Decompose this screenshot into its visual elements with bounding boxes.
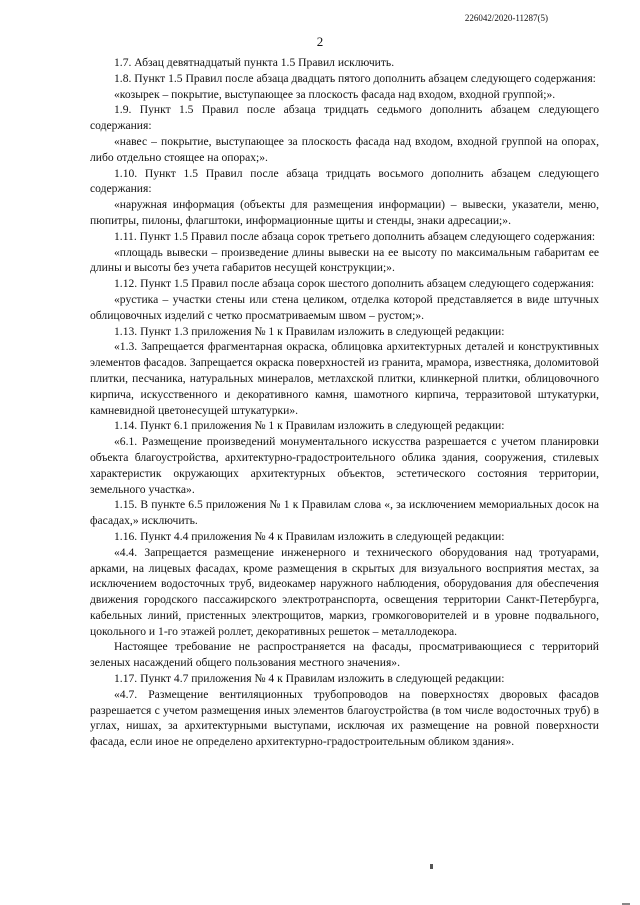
paragraph: 1.15. В пункте 6.5 приложения № 1 к Правилам слова «, за исключением мемориальных досок на фасадах,» исключить.: [90, 498, 599, 528]
paragraph: 1.9. Пункт 1.5 Правил после абзаца тридцать седьмого дополнить абзацем следующего содержания:: [90, 103, 599, 133]
paragraph: 1.12. Пункт 1.5 Правил после абзаца сорок шестого дополнить абзацем следующего содержания:: [114, 277, 595, 291]
quoted-paragraph: «4.7. Размещение вентиляционных трубопроводов на поверхностях дворовых фасадов разрешается с учетом размещения иных элементов благоустройства (в том числе водосточных труб) в углах, нишах, за архитектурными выступами, исключая их размещение на ровной поверхности фасада, если иное не определено архитектурно-градостроительным обликом здания».: [90, 687, 599, 749]
quoted-paragraph: «6.1. Размещение произведений монументального искусства разрешается с учетом планировки объекта благоустройства, архитектурно-градостроительного облика здания, сооружения, стилевых характеристик окружающих архитектурных объектов, эстетического состояния территории, земельного участка».: [90, 435, 599, 496]
quoted-paragraph: «1.3. Запрещается фрагментарная окраска, облицовка архитектурных деталей и конструктивных элементов фасадов. Запрещается окраска поверхностей из гранита, мрамора, известняка, доломитовой плитки, песчаника, натуральных минералов, метлахской плитки, клинкерной плитки, облицовочного кирпича, искусственного и декоративного камня, шамотного кирпича, терразитовой штукатурки, камневидной цветонесущей штукатурки».: [90, 340, 599, 417]
quoted-paragraph: «наружная информация (объекты для размещения информации) – вывески, указатели, меню, пюпитры, пилоны, флагштоки, информационные щиты и стенды, знаки адресации;».: [90, 198, 599, 227]
quoted-paragraph: «4.4. Запрещается размещение инженерного и технического оборудования над тротуарами, арками, на лицевых фасадах, кроме размещения в скрытых для визуального восприятия местах, за исключением водосточных труб, видеокамер наружного наблюдения, оборудования для обеспечения движения городского пассажирского электротранспорта, освещения территории Санкт-Петербурга, кабельных линий, пристенных электрощитов, маркиз, громкоговорителей и в уровне подвального, цокольного и 1-го этажей роллет, декоративных решеток – металлодекора.: [90, 545, 599, 638]
document-id: 226042/2020-11287(5): [464, 13, 548, 23]
page-number: 2: [316, 34, 324, 49]
paragraph: 1.8. Пункт 1.5 Правил после абзаца двадцать пятого дополнить абзацем следующего содержания:: [114, 71, 596, 85]
quoted-paragraph: «площадь вывески – произведение длины вывески на ее высоту по максимальным габаритам ее длины и высоты без учета габаритов несущей конструкции;».: [90, 245, 599, 275]
paragraph: 1.13. Пункт 1.3 приложения № 1 к Правилам изложить в следующей редакции:: [114, 324, 505, 338]
quoted-paragraph: Настоящее требование не распространяется на фасады, просматривающиеся с территорий зеленых насаждений общего пользования местного значения».: [90, 640, 599, 670]
paragraph: 1.17. Пункт 4.7 приложения № 4 к Правилам изложить в следующей редакции:: [114, 672, 505, 686]
paragraph: 1.11. Пункт 1.5 Правил после абзаца сорок третьего дополнить абзацем следующего содержания:: [114, 229, 596, 243]
quoted-paragraph: «рустика – участки стены или стена целиком, отделка которой представляется в виде штучных облицовочных изделий с четко просматриваемым швом – рустом;».: [90, 292, 599, 322]
quoted-paragraph: «навес – покрытие, выступающее за плоскость фасада над входом, входной группой на опорах, либо отдельно стоящее на опорах;».: [90, 134, 599, 164]
scan-artifact: [430, 864, 433, 869]
quoted-paragraph: «козырек – покрытие, выступающее за плоскость фасада над входом, входной группой;».: [114, 87, 556, 101]
paragraph: 1.14. Пункт 6.1 приложения № 1 к Правилам изложить в следующей редакции:: [114, 419, 505, 433]
paragraph: 1.7. Абзац девятнадцатый пункта 1.5 Правил исключить.: [114, 56, 395, 69]
paragraph: 1.10. Пункт 1.5 Правил после абзаца тридцать восьмого дополнить абзацем следующего содержания:: [90, 166, 599, 196]
document-body: [90, 55, 599, 750]
paragraph: 1.16. Пункт 4.4 приложения № 4 к Правилам изложить в следующей редакции:: [114, 529, 505, 543]
